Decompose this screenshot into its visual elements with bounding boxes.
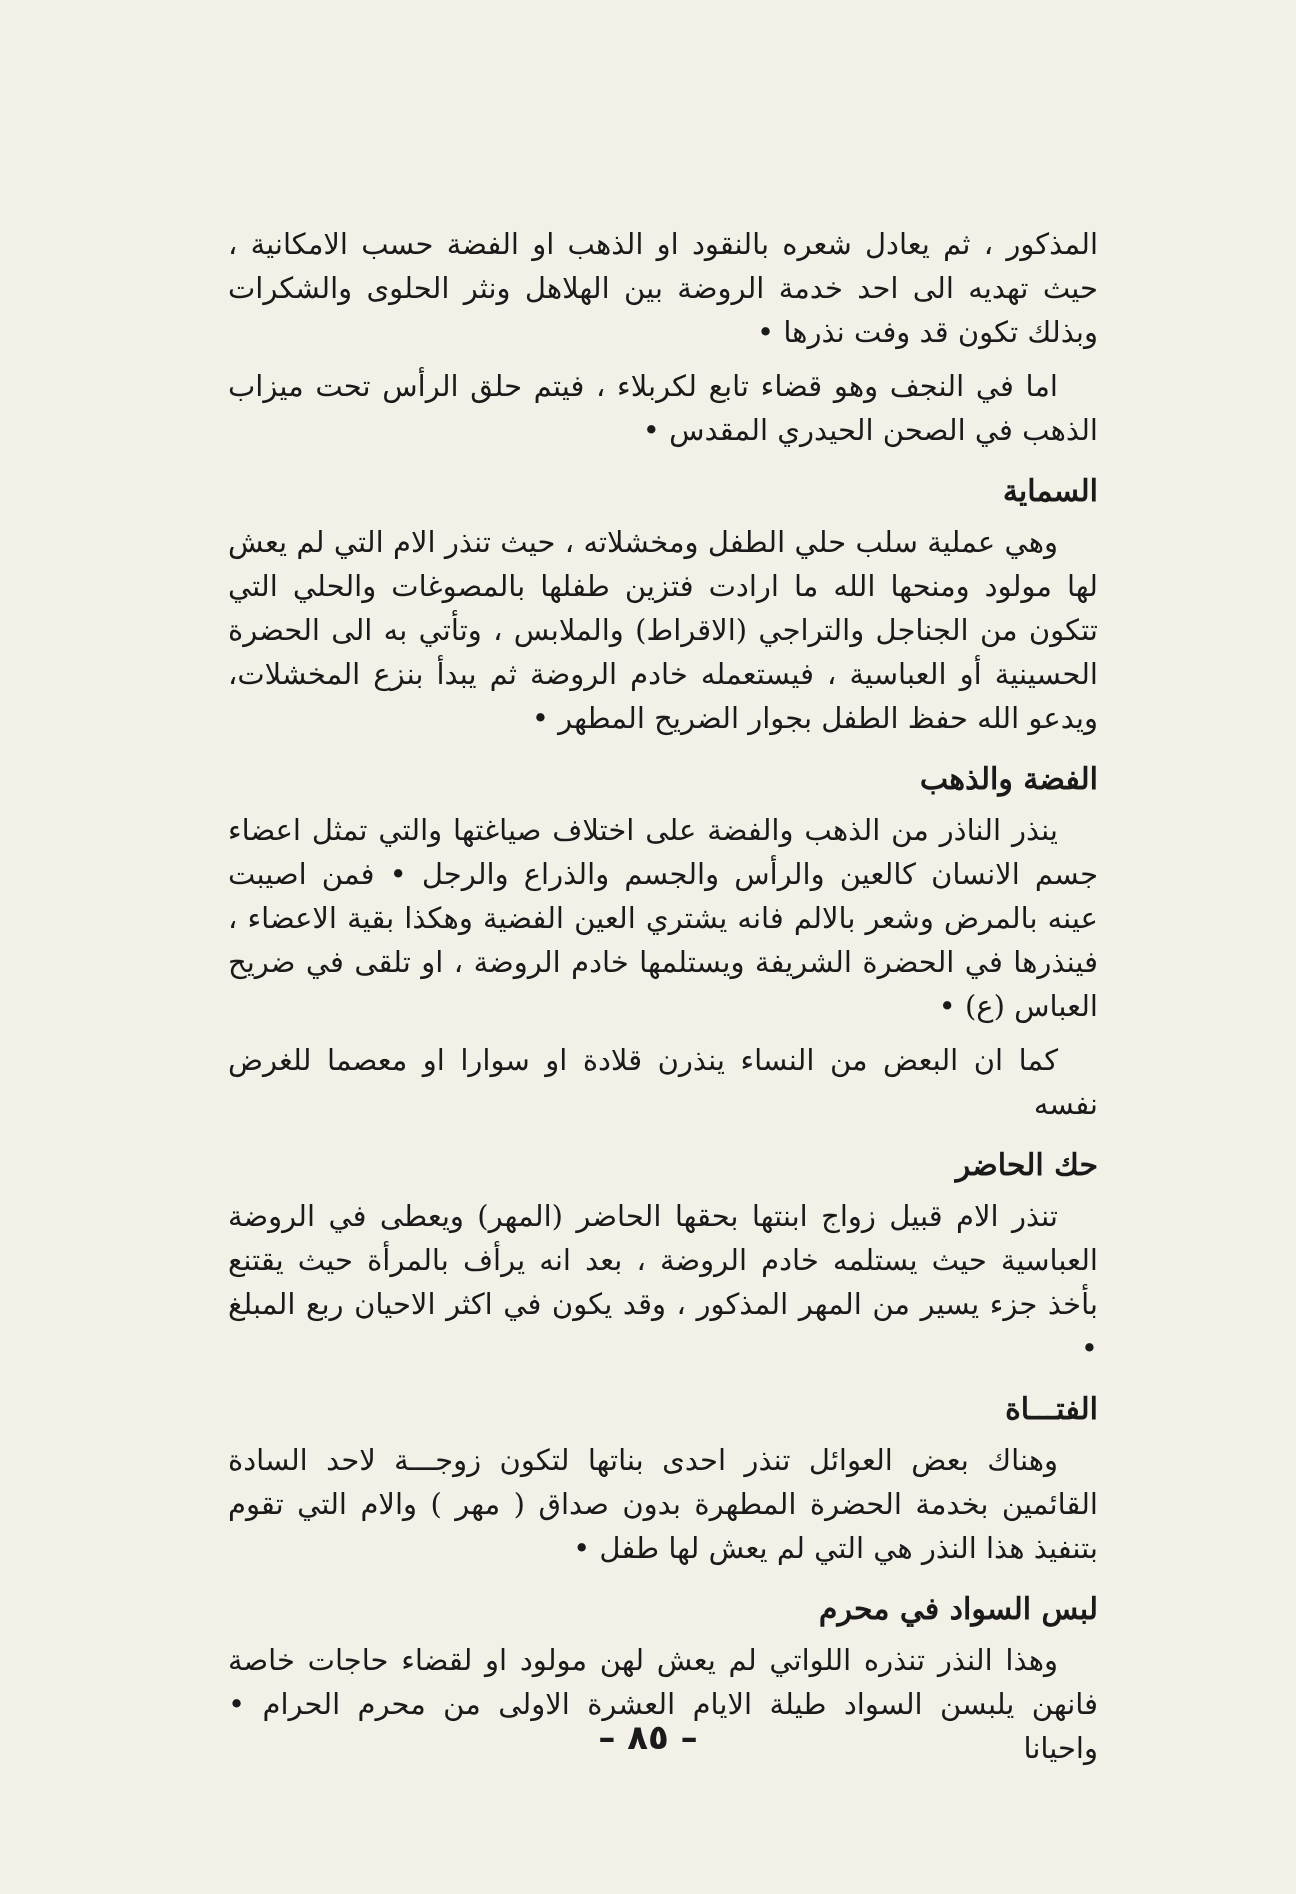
- section-heading: حك الحاضر: [955, 1148, 1098, 1183]
- paragraph: المذكور ، ثم يعادل شعره بالنقود او الذهب او الفضة حسب الامكانية ، حيث تهديه الى احد خدمة الروضة بين الهلاهل ونثر الحلوى والشكرات وبذلك تكون قد وفت نذرها •: [228, 227, 1098, 349]
- section-heading: الفتـــاة: [1005, 1392, 1098, 1427]
- section-heading: السماية: [1002, 474, 1098, 509]
- text-body: [228, 222, 1098, 1780]
- paragraph: تنذر الام قبيل زواج ابنتها بحقها الحاضر (المهر) ويعطى في الروضة العباسية حيث يستلمه خادم الروضة ، بعد انه يرأف بالمرأة حيث يقتنع بأخذ جزء يسير من المهر المذكور ، وقد يكون في اكثر الاحيان ربع المبلغ •: [228, 1199, 1098, 1365]
- paragraph: ينذر الناذر من الذهب والفضة على اختلاف صياغتها والتي تمثل اعضاء جسم الانسان كالعين والرأس والجسم والذراع والرجل • فمن اصيبت عينه بالمرض وشعر بالالم فانه يشتري العين الفضية وهكذا بقية الاعضاء ، فينذرها في الحضرة الشريفة ويستلمها خادم الروضة ، او تلقى في ضريح العباس (ع) •: [228, 813, 1098, 1023]
- paragraph: وهناك بعض العوائل تنذر احدى بناتها لتكون زوجـــة لاحد السادة القائمين بخدمة الحضرة المطهرة بدون صداق ( مهر ) والام التي تقوم بتنفيذ هذا النذر هي التي لم يعش لها طفل •: [228, 1443, 1098, 1565]
- section-heading: لبس السواد في محرم: [818, 1592, 1098, 1627]
- section-heading: الفضة والذهب: [919, 762, 1098, 797]
- paragraph: اما في النجف وهو قضاء تابع لكربلاء ، فيتم حلق الرأس تحت ميزاب الذهب في الصحن الحيدري المقدس •: [228, 369, 1098, 447]
- paragraph: كما ان البعض من النساء ينذرن قلادة او سوارا او معصما للغرض نفسه: [228, 1043, 1098, 1121]
- page-number: – ٨٥ –: [598, 1718, 698, 1758]
- paragraph: وهي عملية سلب حلي الطفل ومخشلاته ، حيث تنذر الام التي لم يعش لها مولود ومنحها الله ما ارادت فتزين طفلها بالمصوغات والحلي التي تتكون من الجناجل والتراجي (الاقراط) والملابس ، وتأتي به الى الحضرة الحسينية أو العباسية ، فيستعمله خادم الروضة ثم يبدأ بنزع المخشلات، ويدعو الله حفظ الطفل بجوار الضريح المطهر •: [228, 525, 1098, 735]
- paragraph: وهذا النذر تنذره اللواتي لم يعش لهن مولود او لقضاء حاجات خاصة فانهن يلبسن السواد طيلة الايام العشرة الاولى من محرم الحرام • واحيانا: [228, 1643, 1098, 1765]
